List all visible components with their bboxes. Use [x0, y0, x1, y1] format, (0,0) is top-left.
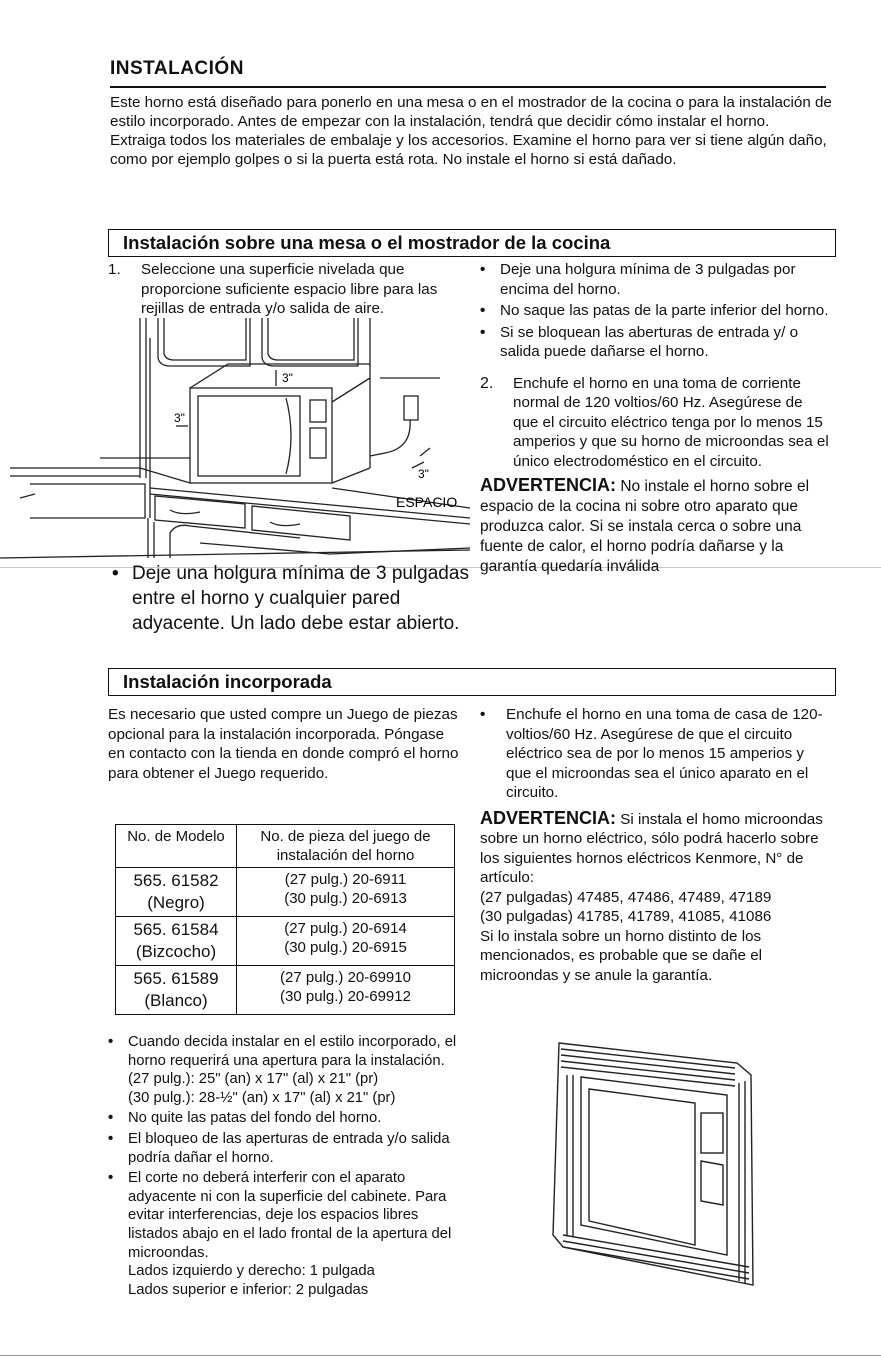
- bullet-dot-icon: •: [112, 563, 119, 584]
- left-bullet-1: • Cuando decida instalar en el estilo incorporado, el horno requerirá una apertura para la instalación. (27 pulg.): 25" (an) x 17" (al) x 21" (pr) (30 pulg.): 28-½" (an) x 17" (al) x 21" (pr): [108, 1034, 457, 1106]
- right-bullet-1: • Deje una holgura mínima de 3 pulgadas por encima del horno.: [480, 261, 796, 298]
- intro-paragraph-2: Extraiga todos los materiales de embalaje y los accesorios. Examine el horno para ver si tiene algún daño, como por ejemplo golpes o si la puerta está rota. No instale el horno si está dañado.: [110, 132, 827, 168]
- table-header-row: [116, 825, 455, 868]
- bullet-dot-icon: •: [480, 261, 486, 278]
- bullet-dot-icon: •: [108, 1170, 114, 1187]
- bullet-dot-icon: •: [108, 1034, 114, 1050]
- table-cell-parts: (27 pulg.) 20-69910 (30 pulg.) 20-69912: [237, 966, 455, 1015]
- figure-label-right: 3": [418, 467, 429, 481]
- section2-heading: Instalación incorporada: [108, 668, 836, 696]
- section2-warning: ADVERTENCIA: Si instala el homo microondas sobre un horno eléctrico, sólo podrá hacerlo sobre los siguientes hornos eléctricos Kenmore, N° de artículo: (27 pulgadas) 47485, 47486, 47489, 47189 (30 pulgadas) 41785, 41789, 41085, 41086 Si lo instala sobre un horno distinto de los mencionados, es probable que se dañe el microondas y se anule la garantía.: [480, 807, 823, 984]
- intro: [110, 93, 835, 169]
- bullet-dot-icon: •: [480, 706, 486, 723]
- section1-heading: Instalación sobre una mesa o el mostrador de la cocina: [108, 229, 836, 257]
- table-row: [116, 868, 455, 917]
- right-bullet-2: • No saque las patas de la parte inferior del horno.: [480, 302, 829, 319]
- trim-kit-figure: [545, 1035, 770, 1290]
- section1-right-column: [480, 260, 832, 577]
- step2-number: 2.: [480, 374, 494, 392]
- table-row: [116, 966, 455, 1015]
- bullet-dot-icon: •: [108, 1110, 114, 1127]
- section2-left-bullets: [108, 1033, 468, 1301]
- countertop-installation-figure: [0, 318, 470, 578]
- warning-models-27: (27 pulgadas) 47485, 47486, 47489, 47189: [480, 888, 772, 906]
- step2: [480, 374, 832, 472]
- warning-models-30: (30 pulgadas) 41785, 41789, 41085, 41086: [480, 908, 772, 925]
- figure-label-top: 3": [282, 371, 293, 385]
- bullet-dot-icon: •: [108, 1130, 114, 1147]
- bullet-dot-icon: •: [480, 323, 486, 341]
- table-header-model: No. de Modelo: [116, 825, 237, 868]
- clearance-bullet: [112, 561, 472, 638]
- section2-right-column: [480, 705, 832, 985]
- footer-rule: [0, 1355, 881, 1356]
- table-cell-model: 565. 61582 (Negro): [116, 868, 237, 917]
- table-cell-parts: (27 pulg.) 20-6911 (30 pulg.) 20-6913: [237, 868, 455, 917]
- step1-number: 1.: [108, 261, 121, 278]
- step1-text: Seleccione una superficie nivelada que proporcione suficiente espacio libre para las rejillas de entrada y/o salida de aire.: [141, 261, 438, 317]
- table-cell-parts: (27 pulg.) 20-6914 (30 pulg.) 20-6915: [237, 917, 455, 966]
- table-header-parts: No. de pieza del juego de instalación del horno: [237, 825, 455, 868]
- section2-intro: Es necesario que usted compre un Juego de piezas opcional para la instalación incorporada. Póngase en contacto con la tienda en donde compró el horno para obtener el Juego requerido.: [108, 706, 459, 782]
- step1: [108, 260, 478, 319]
- left-bullet-4: • El corte no deberá interferir con el aparato adyacente ni con la superficie del cabinete. Para evitar interferencias, deje los espacios libres listados abajo en el lado frontal de la apertura del microondas. Lados izquierdo y derecho: 1 pulgada Lados superior e inferior: 2 pulgadas: [108, 1170, 452, 1298]
- table-cell-model: 565. 61584 (Bizcocho): [116, 917, 237, 966]
- left-bullet-2: • No quite las patas del fondo del horno.: [108, 1110, 382, 1127]
- section1-warning: [480, 475, 832, 577]
- figure-label-left: 3": [174, 411, 185, 425]
- section1-warning-text: No instale el horno sobre el espacio de la cocina ni sobre otro aparato que produzca calor. Si se instala cerca o sobre una fuente de calor, el horno podría dañarse y la garantía quedaría inválida: [480, 478, 810, 575]
- section2-warning-label: ADVERTENCIA:: [480, 807, 617, 828]
- right-bullet-3: • Si se bloquean las aberturas de entrada y/ o salida puede dañarse el horno.: [480, 323, 799, 360]
- clearance-top-bottom: Lados superior e inferior: 2 pulgadas: [128, 1281, 369, 1298]
- table-row: [116, 917, 455, 966]
- bullet-dot-icon: •: [480, 302, 486, 319]
- dims-27: (27 pulg.): 25" (an) x 17" (al) x 21" (pr): [128, 1071, 379, 1088]
- model-parts-table: [115, 824, 455, 1015]
- step2-text: Enchufe el horno en una toma de corriente normal de 120 voltios/60 Hz. Asegúrese de que el circuito eléctrico tenga por lo menos 15 amperios y que su horno de microondas sea el único electrodoméstico en el circuito.: [513, 374, 829, 470]
- intro-paragraph-1: Este horno está diseñado para ponerlo en una mesa o en el mostrador de la cocina o para la instalación de estilo incorporado. Antes de empezar con la instalación, tendrá que decidir cómo instalar el horno.: [110, 94, 832, 130]
- table-cell-model: 565. 61589 (Blanco): [116, 966, 237, 1015]
- section1-warning-label: ADVERTENCIA:: [480, 475, 617, 495]
- dims-30: (30 pulg.): 28-½" (an) x 17" (al) x 21" (pr): [128, 1089, 396, 1106]
- left-bullet-3: • El bloqueo de las aperturas de entrada y/o salida podría dañar el horno.: [108, 1130, 450, 1166]
- title-rule: [110, 86, 826, 88]
- clearance-bullet-text: Deje una holgura mínima de 3 pulgadas entre el horno y cualquier pared adyacente. Un lado debe estar abierto.: [132, 563, 469, 634]
- section2-left-column: [108, 705, 463, 783]
- right-bullet-outlet: • Enchufe el horno en una toma de casa de 120-voltios/60 Hz. Asegúrese de que el circuito eléctrico sea de por lo menos 15 amperios y que el microondas sea el único aparato en el circuito.: [480, 706, 823, 801]
- figure-label-space: ESPACIO: [396, 494, 458, 510]
- page-title: INSTALACIÓN: [110, 58, 244, 79]
- clearance-sides: Lados izquierdo y derecho: 1 pulgada: [128, 1263, 375, 1280]
